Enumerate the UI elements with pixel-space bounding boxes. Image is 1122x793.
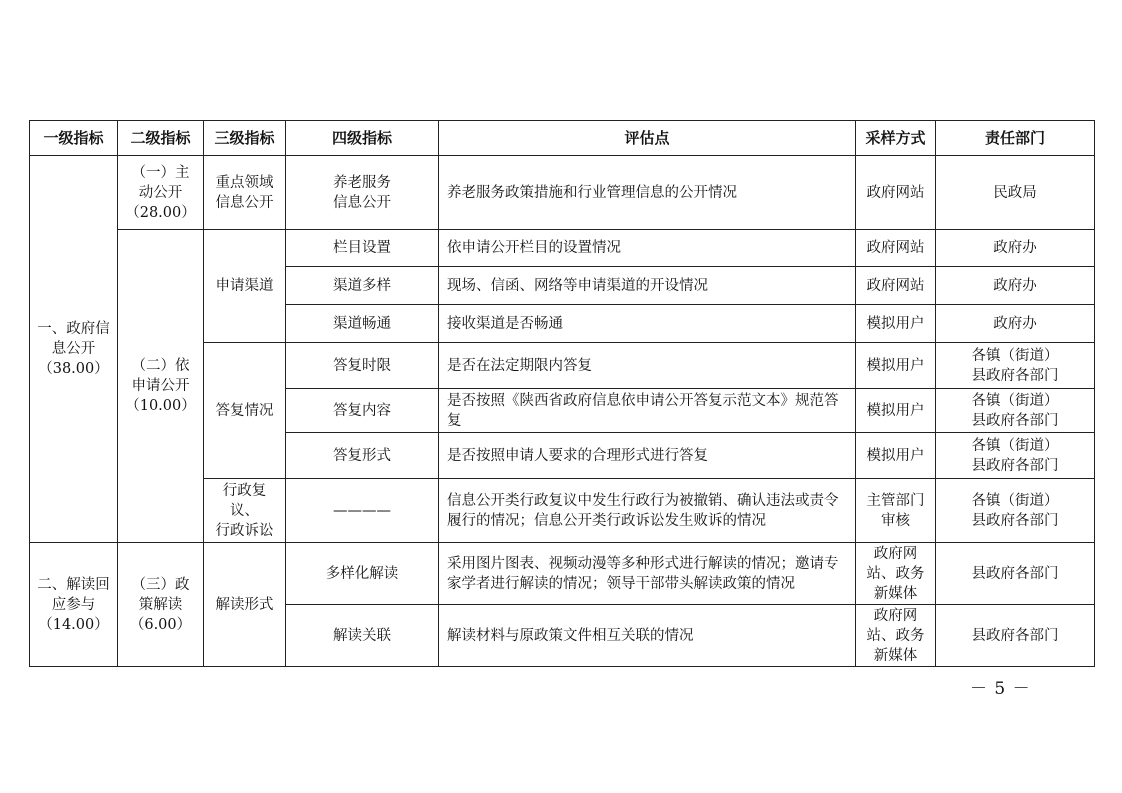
eval-point-cell: 信息公开类行政复议中发生行政行为被撤销、确认违法或责令履行的情况；信息公开类行政诉讼发生败诉的情况 — [439, 479, 856, 543]
eval-point-cell: 现场、信函、网络等申请渠道的开设情况 — [439, 267, 856, 305]
level1-cell: 一、政府信 息公开 （38.00） — [30, 156, 118, 543]
method-cell: 模拟用户 — [856, 389, 936, 433]
level3-cell: 行政复 议、 行政诉讼 — [204, 479, 286, 543]
level4-cell: 解读关联 — [286, 605, 439, 667]
level4-cell: 答复时限 — [286, 343, 439, 389]
level2-cell: （二）依 申请公开 （10.00） — [118, 230, 204, 543]
header-row — [30, 121, 1095, 156]
level4-cell: 渠道多样 — [286, 267, 439, 305]
eval-point-cell: 是否按照《陕西省政府信息依申请公开答复示范文本》规范答复 — [439, 389, 856, 433]
header-eval-point: 评估点 — [439, 121, 856, 156]
level1-cell: 二、解读回 应参与 （14.00） — [30, 543, 118, 667]
method-cell: 政府网站 — [856, 230, 936, 267]
method-cell: 模拟用户 — [856, 433, 936, 479]
level3-cell: 答复情况 — [204, 343, 286, 479]
level4-cell: 养老服务 信息公开 — [286, 156, 439, 230]
level4-cell: 栏目设置 — [286, 230, 439, 267]
dept-cell: 县政府各部门 — [936, 605, 1095, 667]
method-cell: 政府网站 — [856, 267, 936, 305]
level3-cell: 重点领域 信息公开 — [204, 156, 286, 230]
table-row — [30, 543, 1095, 605]
dept-cell: 政府办 — [936, 267, 1095, 305]
eval-point-cell: 解读材料与原政策文件相互关联的情况 — [439, 605, 856, 667]
dept-cell: 县政府各部门 — [936, 543, 1095, 605]
header-sampling-method: 采样方式 — [856, 121, 936, 156]
method-cell: 主管部门 审核 — [856, 479, 936, 543]
eval-point-cell: 采用图片图表、视频动漫等多种形式进行解读的情况；邀请专家学者进行解读的情况；领导干部带头解读政策的情况 — [439, 543, 856, 605]
method-cell: 政府网 站、政务 新媒体 — [856, 543, 936, 605]
level4-cell: 答复形式 — [286, 433, 439, 479]
dept-cell: 政府办 — [936, 230, 1095, 267]
level3-cell: 申请渠道 — [204, 230, 286, 343]
header-level1: 一级指标 — [30, 121, 118, 156]
eval-point-cell: 接收渠道是否畅通 — [439, 305, 856, 343]
eval-point-cell: 是否在法定期限内答复 — [439, 343, 856, 389]
header-level2: 二级指标 — [118, 121, 204, 156]
level4-cell: 答复内容 — [286, 389, 439, 433]
header-level4: 四级指标 — [286, 121, 439, 156]
level2-cell: （三）政 策解读 （6.00） — [118, 543, 204, 667]
level3-cell: 解读形式 — [204, 543, 286, 667]
eval-point-cell: 养老服务政策措施和行业管理信息的公开情况 — [439, 156, 856, 230]
level4-cell: 多样化解读 — [286, 543, 439, 605]
method-cell: 模拟用户 — [856, 305, 936, 343]
method-cell: 模拟用户 — [856, 343, 936, 389]
header-level3: 三级指标 — [204, 121, 286, 156]
level2-cell: （一）主 动公开 （28.00） — [118, 156, 204, 230]
page-number: － 5 － — [970, 679, 1031, 699]
table-row — [30, 230, 1095, 267]
dept-cell: 各镇（街道） 县政府各部门 — [936, 433, 1095, 479]
evaluation-table — [29, 120, 1095, 667]
table-row — [30, 156, 1095, 230]
dept-cell: 各镇（街道） 县政府各部门 — [936, 343, 1095, 389]
dept-cell: 各镇（街道） 县政府各部门 — [936, 389, 1095, 433]
method-cell: 政府网站 — [856, 156, 936, 230]
header-responsible-dept: 责任部门 — [936, 121, 1095, 156]
dept-cell: 民政局 — [936, 156, 1095, 230]
dept-cell: 各镇（街道） 县政府各部门 — [936, 479, 1095, 543]
eval-point-cell: 是否按照申请人要求的合理形式进行答复 — [439, 433, 856, 479]
method-cell: 政府网 站、政务 新媒体 — [856, 605, 936, 667]
level4-cell: ———— — [286, 479, 439, 543]
level4-cell: 渠道畅通 — [286, 305, 439, 343]
eval-point-cell: 依申请公开栏目的设置情况 — [439, 230, 856, 267]
dept-cell: 政府办 — [936, 305, 1095, 343]
